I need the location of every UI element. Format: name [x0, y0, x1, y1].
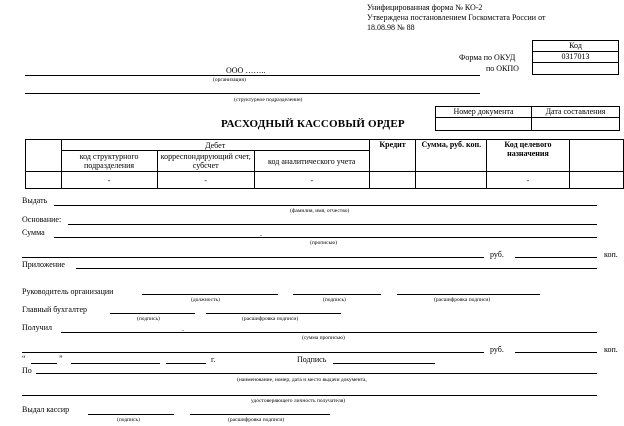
cell-account: - [157, 172, 254, 189]
sum-words-caption: (сумма прописью) [302, 335, 345, 341]
kop-label: коп. [604, 250, 618, 259]
sum-header: Сумма, руб. коп. [416, 140, 487, 172]
col-account-header: корреспондирующий счет, субсчет [157, 151, 254, 172]
doc-number-cell [435, 117, 532, 131]
cashier-decode-caption: (расшифровка подписи) [228, 417, 285, 423]
purpose-header: Код целевого назначения [487, 140, 569, 172]
kop-label-2: коп. [604, 345, 618, 354]
year-label: г. [211, 355, 216, 364]
cell-subdivision: - [61, 172, 157, 189]
attachment-label: Приложение [22, 260, 65, 269]
doc-date-header: Дата составления [531, 106, 620, 118]
sum-label: Сумма [22, 228, 45, 237]
form-header-line3: 18.08.98 № 88 [367, 23, 415, 32]
document-caption: (наименование, номер, дата и место выдачи документа, [237, 377, 367, 383]
by-label: По [22, 366, 32, 375]
rub-label-2: руб. [490, 345, 504, 354]
doc-date-cell [531, 117, 620, 131]
cashier-signature-caption: (подпись) [117, 417, 140, 423]
words-caption: (прописью) [310, 240, 338, 246]
issue-caption: (фамилия, имя, отчество) [290, 208, 350, 214]
code-header-cell: Код [532, 40, 619, 52]
received-dot: . [182, 324, 184, 333]
identity-caption: удостоверяющего личность получателя) [251, 398, 346, 404]
okpo-value-cell [532, 62, 619, 75]
okpo-label: по ОКПО [486, 64, 519, 73]
debit-table [25, 139, 624, 189]
credit-header: Кредит [369, 140, 416, 172]
chief-signature-caption: (подпись) [137, 316, 160, 322]
subdivision-caption: (структурное подразделение) [234, 97, 303, 103]
basis-label: Основание: [22, 215, 62, 224]
form-header-line2: Утверждена постановлением Госкомстата России от [367, 13, 546, 22]
issue-label: Выдать [22, 196, 48, 205]
quote-open: “ [22, 354, 26, 363]
doc-number-header: Номер документа [435, 106, 532, 118]
cell-analytic: - [254, 172, 369, 189]
cell-purpose: - [487, 172, 569, 189]
sum-dot: . [260, 229, 262, 238]
head-decode-caption: (расшифровка подписи) [434, 297, 491, 303]
col-analytic-header: код аналитического учета [254, 151, 369, 172]
debit-header: Дебет [61, 140, 369, 151]
organization-name: ООО …….. [226, 66, 266, 75]
okud-value-cell: 0317013 [532, 51, 619, 63]
head-label: Руководитель организации [22, 287, 114, 296]
organization-caption: (организация) [213, 77, 246, 83]
chief-accountant-label: Главный бухгалтер [22, 305, 87, 314]
received-label: Получил [22, 323, 52, 332]
head-signature-caption: (подпись) [323, 297, 346, 303]
rub-label: руб. [490, 250, 504, 259]
head-position-caption: (должность) [191, 297, 220, 303]
form-header-line1: Унифицированная форма № КО-2 [367, 3, 483, 12]
document-title: РАСХОДНЫЙ КАССОВЫЙ ОРДЕР [221, 118, 405, 130]
chief-decode-caption: (расшифровка подписи) [242, 316, 299, 322]
okud-label: Форма по ОКУД [459, 53, 516, 62]
quote-close: ” [59, 354, 63, 363]
col-subdivision-header: код структурного подразделения [61, 151, 157, 172]
signature-label: Подпись [297, 355, 327, 364]
cashier-label: Выдал кассир [22, 405, 70, 414]
